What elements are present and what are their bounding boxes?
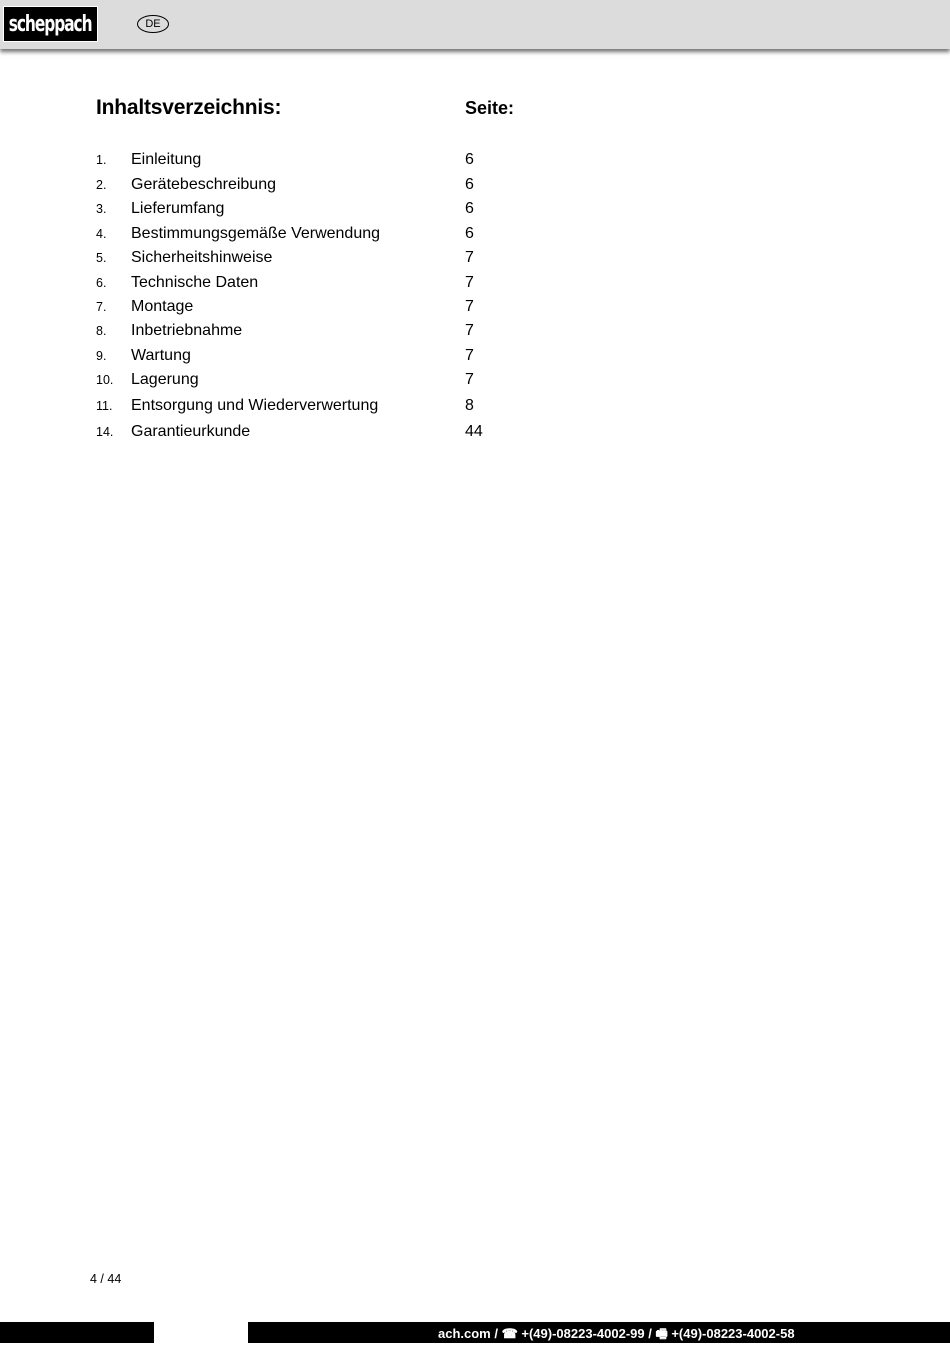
header-bar <box>0 0 950 49</box>
toc-entry-number: 14. <box>96 425 114 439</box>
toc-row[interactable] <box>0 371 600 391</box>
page-number: 4 / 44 <box>90 1272 122 1286</box>
toc-entry-number: 1. <box>96 153 107 167</box>
toc-row[interactable] <box>0 274 600 294</box>
toc-entry-number: 10. <box>96 373 114 387</box>
toc-row[interactable] <box>0 200 600 220</box>
toc-row[interactable] <box>0 249 600 269</box>
toc-entry-label: Wartung <box>131 347 191 364</box>
toc-entry-page: 8 <box>465 397 474 414</box>
toc-row[interactable] <box>0 225 600 245</box>
toc-entry-label: Entsorgung und Wiederverwertung <box>131 397 379 414</box>
toc-entry-number: 3. <box>96 202 107 216</box>
toc-row[interactable] <box>0 151 600 171</box>
toc-entry-label: Technische Daten <box>131 274 259 291</box>
toc-entry-page: 7 <box>465 274 474 291</box>
language-badge: DE <box>137 15 169 33</box>
toc-entry-label: Bestimmungsgemäße Verwendung <box>131 225 381 242</box>
toc-row[interactable] <box>0 322 600 342</box>
toc-entry-page: 44 <box>465 423 483 440</box>
toc-entry-page: 7 <box>465 371 474 388</box>
toc-entry-number: 6. <box>96 276 107 290</box>
toc-entry-label: Lieferumfang <box>131 200 225 217</box>
toc-entry-label: Lagerung <box>131 371 199 388</box>
toc-entry-label: Inbetriebnahme <box>131 322 243 339</box>
scheppach-logo <box>3 6 98 42</box>
footer-bar <box>0 1322 950 1343</box>
toc-entry-label: Sicherheitshinweise <box>131 249 273 266</box>
toc-entry-label: Gerätebeschreibung <box>131 176 276 193</box>
toc-row[interactable] <box>0 176 600 196</box>
toc-entry-page: 6 <box>465 151 474 168</box>
toc-title: Inhaltsverzeichnis: <box>96 96 282 119</box>
toc-entry-label: Garantieurkunde <box>131 423 251 440</box>
toc-entry-number: 5. <box>96 251 107 265</box>
toc-entry-page: 7 <box>465 249 474 266</box>
toc-entry-page: 7 <box>465 298 474 315</box>
toc-entry-page: 6 <box>465 176 474 193</box>
toc-entry-number: 4. <box>96 227 107 241</box>
footer-contact-text: ach.com / ☎ +(49)-08223-4002-99 / 🖷 +(49)-08223-4002-58 <box>438 1326 795 1341</box>
logo-text: scheppach <box>9 11 92 37</box>
toc-row[interactable] <box>0 397 600 417</box>
toc-entry-number: 8. <box>96 324 107 338</box>
toc-entry-number: 9. <box>96 349 107 363</box>
toc-entry-page: 7 <box>465 347 474 364</box>
toc-entry-number: 2. <box>96 178 107 192</box>
toc-entry-label: Einleitung <box>131 151 202 168</box>
toc-entry-number: 11. <box>96 399 113 413</box>
footer-gap <box>154 1322 248 1345</box>
toc-entry-number: 7. <box>96 300 107 314</box>
toc-entry-page: 7 <box>465 322 474 339</box>
toc-row[interactable] <box>0 347 600 367</box>
toc-entry-page: 6 <box>465 200 474 217</box>
toc-entry-label: Montage <box>131 298 194 315</box>
toc-row[interactable] <box>0 423 600 443</box>
toc-page-column-title: Seite: <box>465 98 515 118</box>
toc-entry-page: 6 <box>465 225 474 242</box>
toc-row[interactable] <box>0 298 600 318</box>
